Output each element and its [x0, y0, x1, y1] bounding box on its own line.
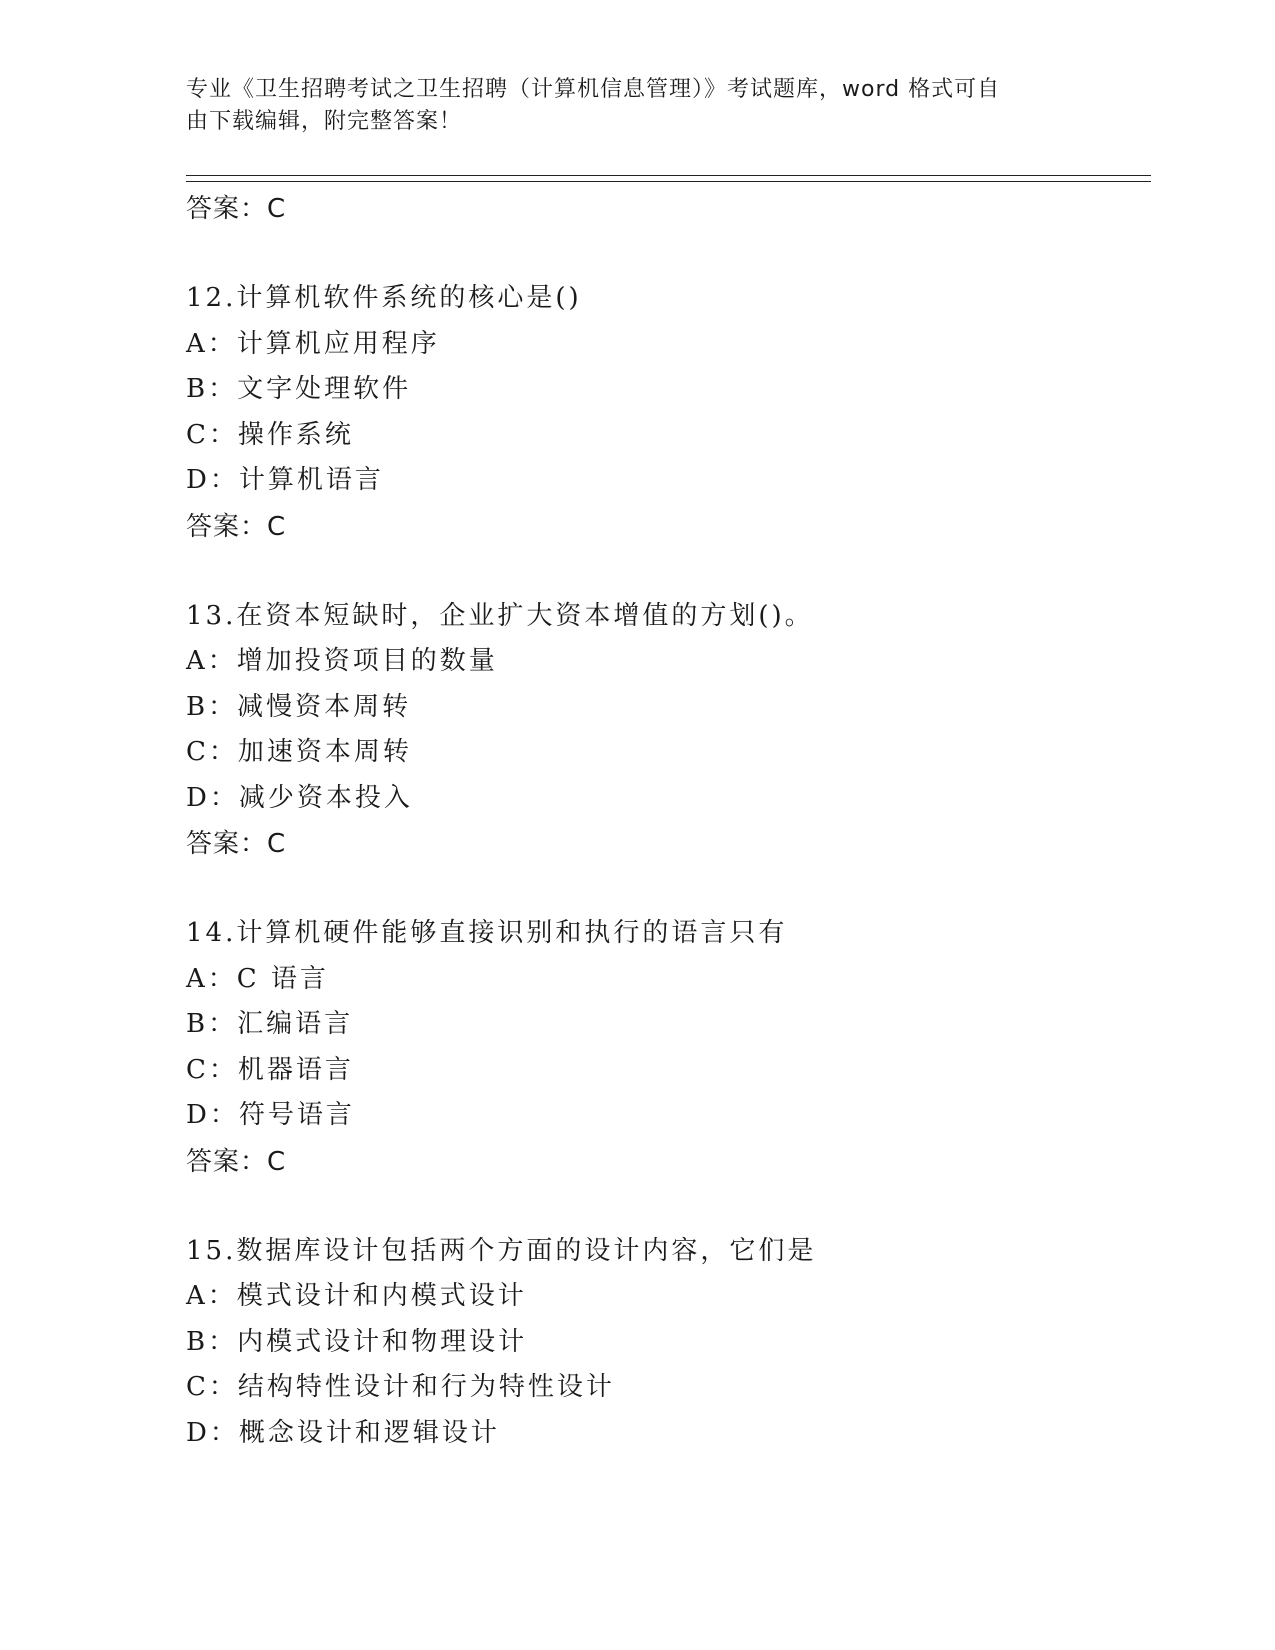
- document-header: [186, 74, 1086, 138]
- answer-line: 答案：C: [186, 194, 287, 224]
- option-a: A：C 语言: [186, 963, 329, 994]
- option-a: A：增加投资项目的数量: [186, 646, 498, 676]
- answer-line: 答案：C: [186, 829, 287, 859]
- question-list: [186, 186, 1151, 1456]
- question-13: [186, 594, 1151, 868]
- option-b: B：汇编语言: [186, 1009, 354, 1039]
- option-c: C：加速资本周转: [186, 737, 412, 767]
- option-a: A：计算机应用程序: [186, 328, 440, 359]
- question-stem: 14.计算机硬件能够直接识别和执行的语言只有: [186, 918, 788, 948]
- option-d: D：计算机语言: [186, 465, 384, 495]
- header-line-1: 专业《卫生招聘考试之卫生招聘（计算机信息管理）》考试题库，word 格式可自: [186, 77, 1001, 102]
- header-line-2: 由下载编辑，附完整答案！: [186, 109, 463, 134]
- option-a: A：模式设计和内模式设计: [186, 1281, 527, 1311]
- question-12: [186, 276, 1151, 550]
- header-divider-bottom: [186, 181, 1151, 182]
- header-divider-top: [186, 175, 1151, 176]
- option-c: C：结构特性设计和行为特性设计: [186, 1372, 615, 1402]
- question-14: [186, 911, 1151, 1185]
- question-stem: 15.数据库设计包括两个方面的设计内容，它们是: [186, 1235, 817, 1266]
- answer-line: 答案：C: [186, 1146, 287, 1177]
- option-d: D：减少资本投入: [186, 782, 413, 813]
- option-c: C：机器语言: [186, 1054, 354, 1085]
- question-stem: 12.计算机软件系统的核心是(): [186, 283, 582, 313]
- question-15: [186, 1229, 1151, 1457]
- option-d: D：符号语言: [186, 1100, 355, 1130]
- option-b: B：内模式设计和物理设计: [186, 1326, 528, 1357]
- answer-line: 答案：C: [186, 511, 287, 542]
- option-d: D：概念设计和逻辑设计: [186, 1417, 500, 1448]
- question-stem: 13.在资本短缺时，企业扩大资本增值的方划()。: [186, 600, 814, 631]
- option-b: B：文字处理软件: [186, 374, 412, 404]
- option-b: B：减慢资本周转: [186, 691, 412, 722]
- option-c: C：操作系统: [186, 419, 354, 450]
